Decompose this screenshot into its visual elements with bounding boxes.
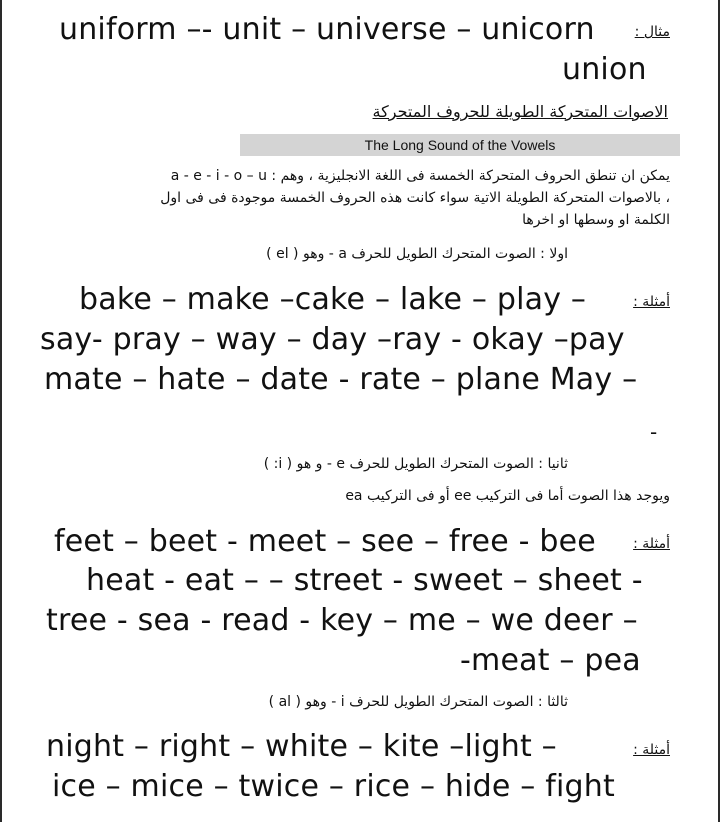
section-a-words-line-4: - <box>650 420 658 444</box>
vowels-heading-arabic: الاصوات المتحركة الطويلة للحروف المتحركة <box>372 102 668 121</box>
section-a-heading: اولا : الصوت المتحرك الطويل للحرف a - وهو ( el ) <box>266 246 568 262</box>
section-e-heading: ثانيا : الصوت المتحرك الطويل للحرف e - و هو ( i: ) <box>263 456 568 472</box>
section-i-label: أمثلة : <box>633 742 670 758</box>
intro-line-1: يمكن ان تنطق الحروف المتحركة الخمسة فى اللغة الانجليزية ، وهم : a - e - i - o – u <box>170 168 670 184</box>
section-e-words-line-1: feet – beet - meet – see – free - bee <box>54 524 596 559</box>
section-a-label: أمثلة : <box>633 294 670 310</box>
section-i-words-line-2: ice – mice – twice – rice – hide – fight <box>52 769 615 804</box>
example-label: مثال : <box>634 24 670 40</box>
section-e-words-line-2: heat - eat – – street - sweet – sheet - <box>86 563 643 598</box>
section-a-words-line-2: say- pray – way – day –ray - okay –pay <box>40 322 625 357</box>
intro-line-3: الكلمة او وسطها او اخرها <box>522 212 670 228</box>
vowels-heading-english: The Long Sound of the Vowels <box>364 137 556 153</box>
section-a-words-line-1: bake – make –cake – lake – play – <box>79 282 587 317</box>
section-i-words-line-1: night – right – white – kite –light – <box>46 729 557 764</box>
section-e-words-line-3: tree - sea - read - key – me – we deer – <box>46 603 638 638</box>
section-e-words-line-4: -meat – pea <box>460 643 641 678</box>
intro-line-2: ، بالاصوات المتحركة الطويلة الاتية سواء كانت هذه الحروف الخمسة موجودة فى فى اول <box>160 190 670 206</box>
section-e-label: أمثلة : <box>633 536 670 552</box>
example-words-line-2: union <box>562 52 647 87</box>
section-e-note: ويوجد هذا الصوت أما فى التركيب ee أو فى التركيب ea <box>345 488 670 504</box>
example-words-line-1 <box>59 12 595 47</box>
section-i-heading: ثالثا : الصوت المتحرك الطويل للحرف i - وهو ( al ) <box>268 694 568 710</box>
section-a-words-line-3: mate – hate – date - rate – plane May – <box>44 362 638 397</box>
example-words-text: uniform –- unit – universe – unicorn <box>59 12 595 47</box>
